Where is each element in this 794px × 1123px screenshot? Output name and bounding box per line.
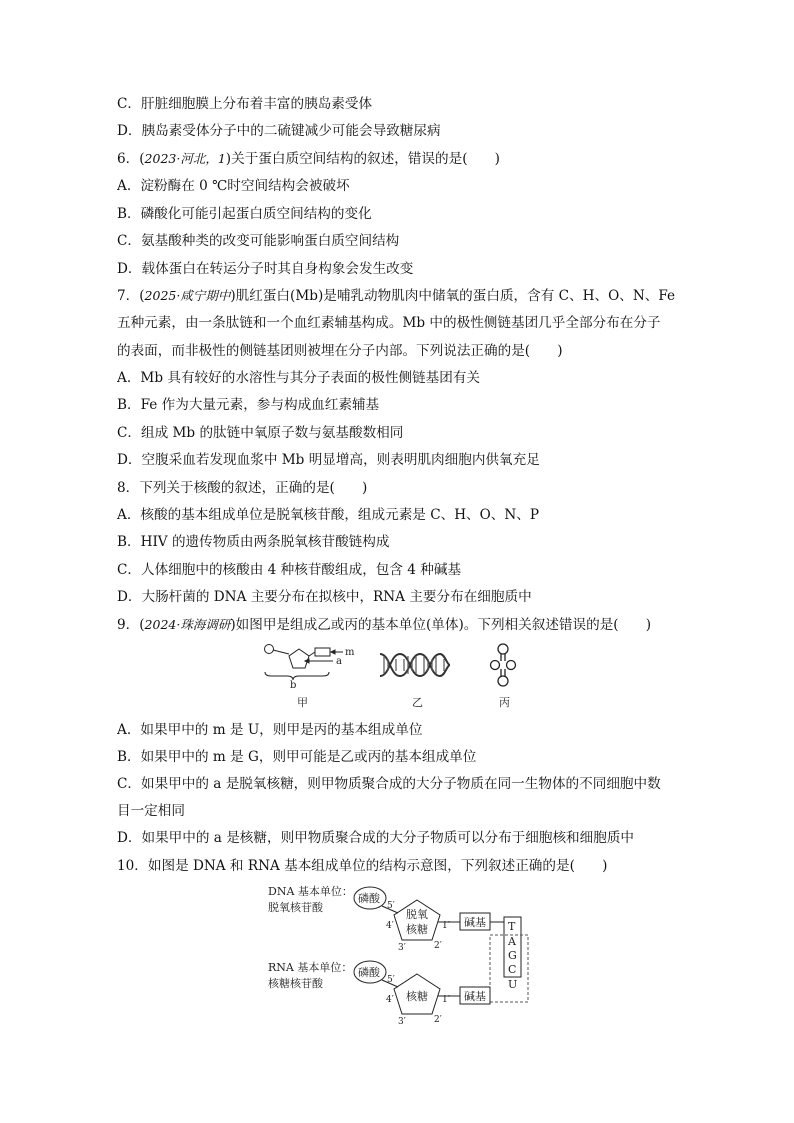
q9-source: 2024·珠海调研: [144, 617, 231, 632]
b-brace: [265, 672, 329, 680]
base-bond: [309, 652, 315, 656]
dna-pos4: 4′: [386, 921, 394, 931]
dna-phosphate-label: 磷酸: [358, 892, 380, 905]
q7-stem: [117, 287, 675, 305]
q9-number: 9．(: [117, 617, 145, 633]
q6-option-a: A．淀粉酶在 0 ℃时空间结构会被破坏: [117, 178, 350, 194]
q10-figure: [262, 882, 542, 1030]
nucleotide-diagram: [265, 645, 344, 681]
q7-option-a: A．Mb 具有较好的水溶性与其分子表面的极性侧链基团有关: [117, 370, 481, 386]
phosphate-bond: [273, 650, 289, 654]
q6-option-c: C．氨基酸种类的改变可能影响蛋白质空间结构: [117, 233, 400, 249]
label-b: b: [290, 680, 297, 691]
q9-option-c-cont: 目一定相同: [117, 803, 185, 819]
base-c: C: [508, 963, 517, 976]
q8-option-c: C．人体细胞中的核酸由 4 种核苷酸组成，包含 4 种碱基: [117, 562, 462, 578]
q6-number: 6．(: [117, 151, 145, 167]
rna-pos5: 5′: [387, 975, 395, 985]
pentose-pentagon: [289, 649, 309, 668]
dna-title: DNA 基本单位：: [268, 885, 353, 898]
trna-right-loop: [507, 661, 516, 670]
dna-pos5: 5′: [387, 901, 395, 911]
rna-title: RNA 基本单位：: [268, 961, 353, 974]
dna-pos1: 1′: [442, 921, 450, 931]
base-t: T: [508, 920, 516, 933]
q7-source: 2025·咸宁期中: [144, 288, 231, 303]
label-m: m: [345, 647, 355, 658]
phosphate-circle: [265, 645, 274, 654]
q7-stem-line3: 的表面，而非极性的侧链基团则被埋在分子内部。下列说法正确的是( ): [117, 343, 563, 359]
m-arrowhead: [331, 650, 335, 654]
q7-option-d: D．空腹采血若发现血浆中 Mb 明显增高，则表明肌肉细胞内供氧充足: [117, 452, 540, 468]
base-g: G: [508, 949, 517, 962]
q9-stem: [117, 616, 651, 634]
q6-stem: [117, 150, 500, 168]
caption-jia: 甲: [297, 696, 308, 709]
q8-stem: 8．下列关于核酸的叙述，正确的是( ): [117, 480, 368, 496]
rna-subtitle: 核糖核苷酸: [268, 977, 323, 990]
dna-pos3: 3′: [398, 943, 406, 953]
base-a: A: [508, 935, 516, 948]
q7-option-b: B．Fe 作为大量元素，参与构成血红素辅基: [117, 397, 380, 413]
q7-number: 7．(: [117, 288, 145, 304]
q6-option-b: B．磷酸化可能引起蛋白质空间结构的变化: [117, 206, 372, 222]
dna-sugar-label2: 核糖: [406, 923, 428, 936]
rna-sugar-label: 核糖: [406, 990, 428, 1003]
trna-left-loop: [491, 661, 500, 670]
q8-option-a: A．核酸的基本组成单位是脱氧核苷酸，组成元素是 C、H、O、N、P: [117, 507, 540, 523]
trna-anticodon-loop: [498, 676, 508, 686]
q8-option-d: D．大肠杆菌的 DNA 主要分布在拟核中，RNA 主要分布在细胞质中: [117, 589, 532, 605]
q9-figure-svg: [255, 640, 535, 715]
q9-text: )如图甲是组成乙或丙的基本单位(单体)。下列相关叙述错误的是( ): [230, 617, 652, 633]
base-u: U: [508, 978, 518, 991]
rna-pos3: 3′: [398, 1017, 406, 1027]
rna-pos1: 1′: [442, 995, 450, 1005]
q10-stem: 10．如图是 DNA 和 RNA 基本组成单位的结构示意图，下列叙述正确的是( ): [117, 858, 608, 874]
q9-option-d: D．如果甲中的 a 是核糖，则甲物质聚合成的大分子物质可以分布于细胞核和细胞质中: [117, 830, 635, 846]
q9-figure: [255, 640, 535, 715]
q7-text: )肌红蛋白(Mb)是哺乳动物肌肉中储氧的蛋白质，含有 C、H、O、N、Fe: [230, 288, 676, 304]
q8-option-b: B．HIV 的遗传物质由两条脱氧核苷酸链构成: [117, 534, 390, 550]
q6-source: 2023·河北，1: [144, 151, 226, 166]
base-rect: [315, 648, 330, 656]
rna-base-label: 碱基: [464, 990, 486, 1003]
caption-bing: 丙: [499, 696, 510, 709]
q10-figure-svg: [262, 882, 542, 1030]
q6-option-d: D．载体蛋白在转运分子时其自身构象会发生改变: [117, 261, 414, 277]
q5-option-c: C．肝脏细胞膜上分布着丰富的胰岛素受体: [117, 96, 373, 112]
trna-cloverleaf: [491, 644, 516, 686]
dna-helix: [380, 654, 450, 676]
q9-option-b: B．如果甲中的 m 是 G，则甲可能是乙或丙的基本组成单位: [117, 749, 477, 765]
dna-base-label: 碱基: [464, 916, 486, 929]
trna-top-loop: [498, 644, 508, 654]
dna-pos2: 2′: [434, 941, 442, 951]
dna-sugar-label1: 脱氧: [406, 908, 428, 921]
dna-subtitle: 脱氧核苷酸: [268, 901, 323, 914]
q7-option-c: C．组成 Mb 的肽链中氧原子数与氨基酸数相同: [117, 425, 404, 441]
q9-option-a: A．如果甲中的 m 是 U，则甲是丙的基本组成单位: [117, 722, 423, 738]
q6-text: )关于蛋白质空间结构的叙述，错误的是( ): [225, 151, 500, 167]
q5-option-d: D．胰岛素受体分子中的二硫键减少可能会导致糖尿病: [117, 123, 441, 139]
rna-pos2: 2′: [434, 1015, 442, 1025]
label-a: a: [336, 656, 342, 667]
q9-option-c: C．如果甲中的 a 是脱氧核糖，则甲物质聚合成的大分子物质在同一生物体的不同细胞中数: [117, 776, 661, 792]
a-arrowhead: [305, 659, 309, 663]
caption-yi: 乙: [412, 696, 423, 709]
q7-stem-line2: 五种元素，由一条肽链和一个血红素辅基构成。Mb 中的极性侧链基团几乎全部分布在分子: [117, 315, 661, 331]
rna-phosphate-label: 磷酸: [358, 966, 380, 979]
rna-pos4: 4′: [386, 995, 394, 1005]
